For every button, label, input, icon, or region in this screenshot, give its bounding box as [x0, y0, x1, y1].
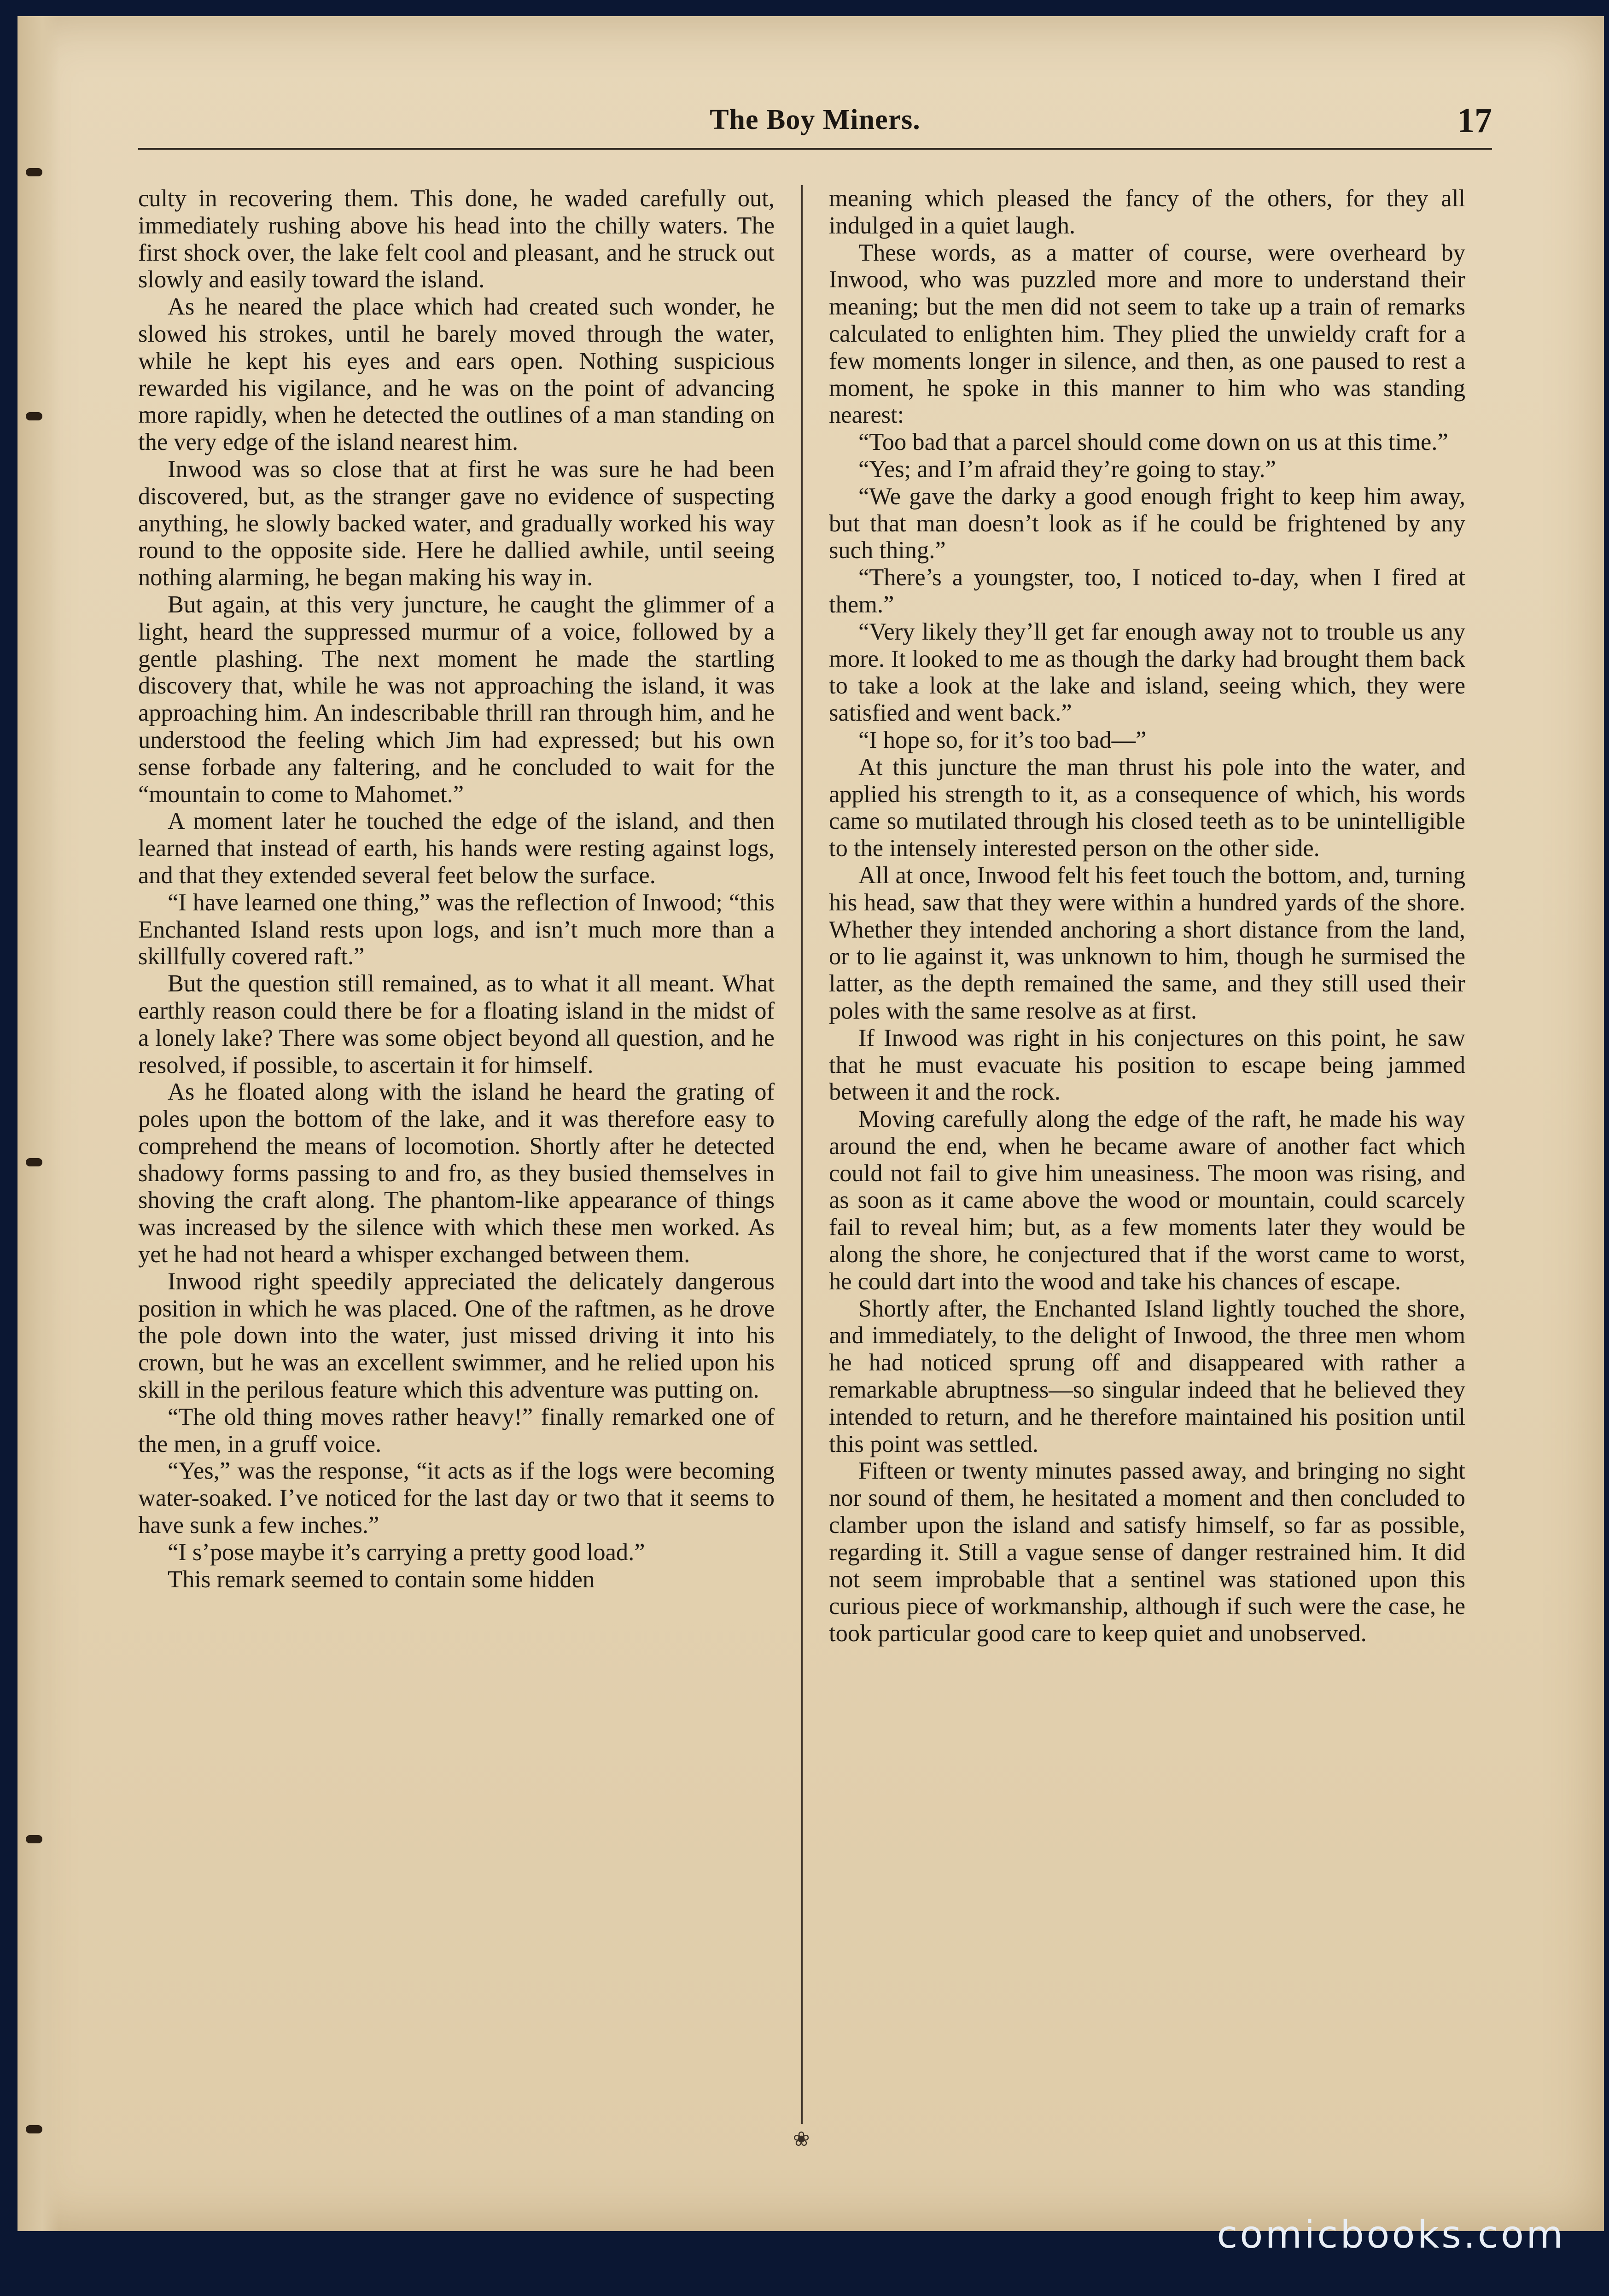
paragraph: A moment later he touched the edge of the island, and then learned that instead of earth, his hands were resting against logs, and that they extended several feet below the surface.	[138, 808, 775, 889]
paragraph: But again, at this very juncture, he caught the glimmer of a light, heard the suppressed murmur of a voice, followed by a gentle plashing. The next moment he made the startling discovery that, while he was not approaching the island, it was approaching him. An indescribable thrill ran through him, and he understood the feeling which Jim had expressed; but his own sense forbade any faltering, and he concluded to wait for the “mountain to come to Mahomet.”	[138, 591, 775, 808]
paragraph: Moving carefully along the edge of the raft, he made his way around the end, when he became aware of another fact which could not fail to give him uneasiness. The moon was rising, and as soon as it came above the wood or mountain, could scarcely fail to reveal him; but, as a few moments later they would be along the shore, he conjectured that if the worst came to worst, he could dart into the wood and take his chances of escape.	[829, 1106, 1465, 1295]
paragraph: “Too bad that a parcel should come down on us at this time.”	[858, 429, 1448, 456]
paragraph: meaning which pleased the fancy of the others, for they all indulged in a quiet laugh.	[829, 185, 1465, 239]
paragraph: All at once, Inwood felt his feet touch the bottom, and, turning his head, saw that they were within a hundred yards of the shore. Whether they intended anchoring a short distance from the land, or to lie against it, was unknown to him, though he surmised the latter, as the depth remained the same, and they still used their poles with the same resolve as at first.	[829, 862, 1465, 1024]
watermark: comicbooks.com	[1217, 2213, 1565, 2257]
stitch-mark	[26, 2125, 42, 2133]
column-divider	[801, 185, 803, 2124]
paragraph: “I have learned one thing,” was the reflection of Inwood; “this Enchanted Island rests upon logs, and isn’t much more than a skillfully covered raft.”	[138, 889, 775, 970]
paragraph: Shortly after, the Enchanted Island lightly touched the shore, and immediately, to the delight of Inwood, the three men whom he had noticed sprung off and disappeared with rather a remarkable abruptness—so singular indeed that he believed they intended to return, and he therefore maintained his position until this point was settled.	[829, 1295, 1465, 1457]
stitch-mark	[26, 412, 42, 420]
paragraph: “We gave the darky a good enough fright to keep him away, but that man doesn’t look as if he could be frightened by any such thing.”	[829, 483, 1465, 564]
paragraph: As he floated along with the island he heard the grating of poles upon the bottom of the lake, and it was therefore easy to comprehend the means of locomotion. Shortly after he detected shadowy forms passing to and fro, as they busied themselves in shoving the craft along. The phantom-like appearance of things was increased by the silence with which these men worked. As yet he had not heard a whisper exchanged between them.	[138, 1078, 775, 1268]
paragraph: Inwood was so close that at first he was sure he had been discovered, but, as the stranger gave no evidence of suspecting anything, he slowly backed water, and gradually worked his way round to the opposite side. Here he dallied awhile, until seeing nothing alarming, he began making his way in.	[138, 455, 775, 591]
paragraph: If Inwood was right in his conjectures on this point, he saw that he must evacuate his position to escape being jammed between it and the rock.	[829, 1024, 1465, 1106]
stitch-mark	[26, 168, 42, 176]
paragraph: These words, as a matter of course, were overheard by Inwood, who was puzzled more and more to understand their meaning; but the men did not seem to take up a train of remarks calculated to enlighten him. They plied the unwieldy craft for a few moments longer in silence, and then, as one paused to rest a moment, he spoke in this manner to him who was standing nearest:	[829, 239, 1465, 429]
paragraph: At this juncture the man thrust his pole into the water, and applied his strength to it, as a consequence of which, his words came so mutilated through his closed teeth as to be unintelligible to the intensely interested person on the other side.	[829, 753, 1465, 862]
text-column-left	[138, 185, 775, 2110]
header-rule	[138, 148, 1492, 150]
page-number: 17	[1457, 101, 1492, 140]
stitch-mark	[26, 1835, 42, 1843]
stitch-mark	[26, 1158, 42, 1166]
paragraph: “The old thing moves rather heavy!” finally remarked one of the men, in a gruff voice.	[138, 1403, 775, 1457]
paragraph: This remark seemed to contain some hidden	[168, 1566, 595, 1593]
page-header	[138, 101, 1492, 154]
paragraph: “There’s a youngster, too, I noticed to-day, when I fired at them.”	[829, 564, 1465, 618]
paragraph: “I hope so, for it’s too bad—”	[858, 726, 1147, 753]
running-title: The Boy Miners.	[710, 104, 921, 135]
paragraph: “Very likely they’ll get far enough away not to trouble us any more. It looked to me as though the darky had brought them back to take a look at the lake and island, seeing which, they were satisfied and went back.”	[829, 618, 1465, 727]
paragraph: Inwood right speedily appreciated the delicately dangerous position in which he was placed. One of the raftmen, as he drove the pole down into the water, just missed driving it into his crown, but he was an excellent swimmer, and he relied upon his skill in the perilous feature which this adventure was putting on.	[138, 1268, 775, 1404]
paragraph: “Yes,” was the response, “it acts as if the logs were becoming water-soaked. I’ve noticed for the last day or two that it seems to have sunk a few inches.”	[138, 1457, 775, 1539]
paragraph: Fifteen or twenty minutes passed away, and bringing no sight nor sound of them, he hesitated a moment and then concluded to clamber upon the island and satisfy himself, so far as possible, regarding it. Still a vague sense of danger restrained him. It did not seem improbable that a sentinel was stationed upon this curious piece of workmanship, although if such were the case, he took particular good care to keep quiet and unobserved.	[829, 1457, 1465, 1647]
text-column-right	[829, 185, 1465, 2110]
paragraph: But the question still remained, as to what it all meant. What earthly reason could there be for a floating island in the midst of a lonely lake? There was some object beyond all question, and he resolved, if possible, to ascertain it for himself.	[138, 970, 775, 1078]
binding-spine	[17, 16, 59, 2231]
paragraph: culty in recovering them. This done, he waded carefully out, immediately rushing above his head into the chilly waters. The first shock over, the lake felt cool and pleasant, and he struck out slowly and easily toward the island.	[138, 185, 775, 293]
paragraph: As he neared the place which had created such wonder, he slowed his strokes, until he barely moved through the water, while he kept his eyes and ears open. Nothing suspicious rewarded his vigilance, and he was on the point of advancing more rapidly, when he detected the outlines of a man standing on the very edge of the island nearest him.	[138, 293, 775, 456]
footer-ornament-icon: ❀	[793, 2128, 810, 2150]
paragraph: “I s’pose maybe it’s carrying a pretty good load.”	[168, 1538, 645, 1566]
paragraph: “Yes; and I’m afraid they’re going to stay.”	[858, 455, 1276, 483]
